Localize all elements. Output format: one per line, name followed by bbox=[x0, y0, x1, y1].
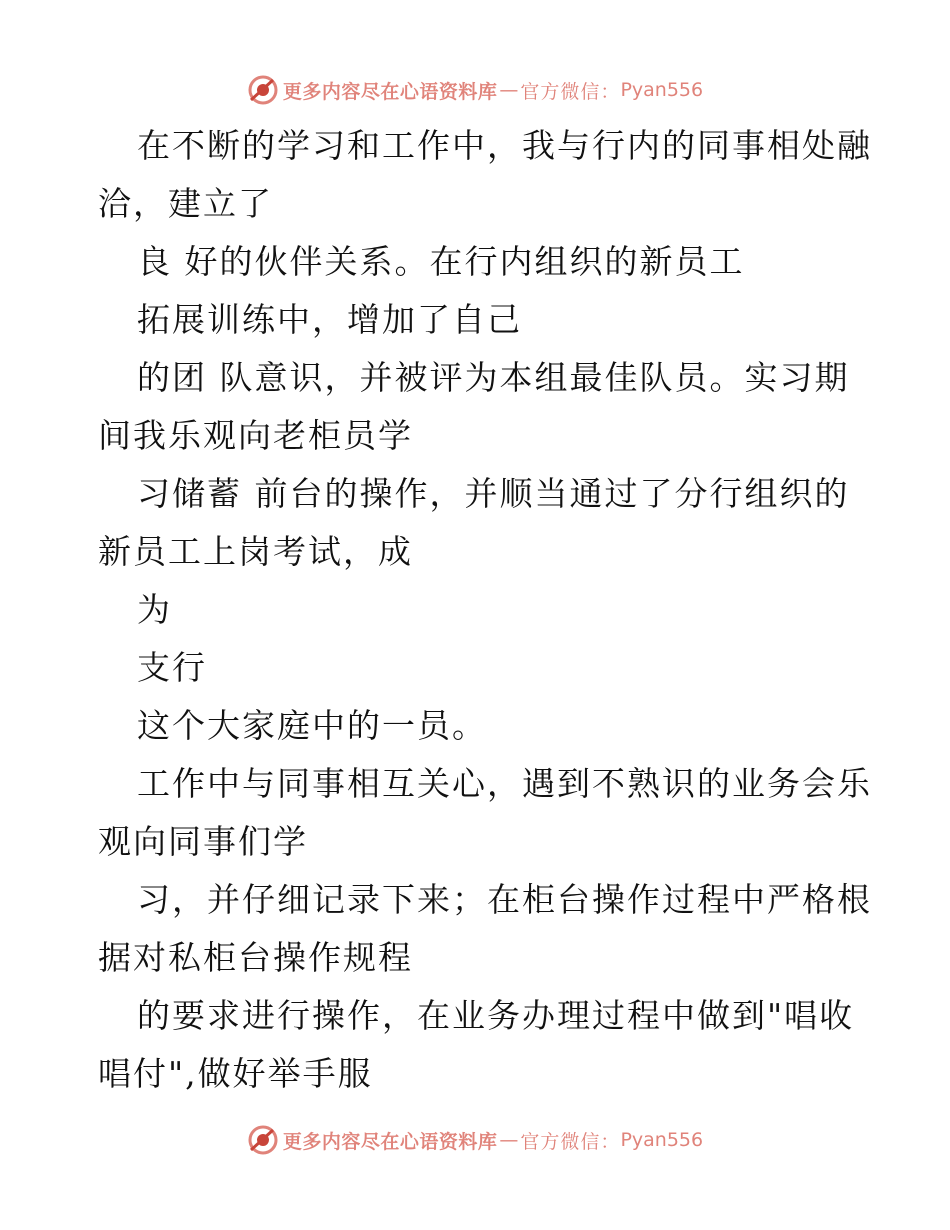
header-dash: — bbox=[499, 79, 519, 101]
brand-logo-icon bbox=[247, 74, 279, 106]
body-line: 拓展训练中，增加了自己 bbox=[137, 300, 522, 339]
body-line: 的要求进行操作，在业务办理过程中做到"唱收 bbox=[137, 996, 855, 1035]
body-line: 良 好的伙伴关系。在行内组织的新员工 bbox=[137, 242, 745, 281]
footer-brand-text: 更多内容尽在心语资料库 bbox=[282, 1130, 498, 1153]
body-line: 习，并仔细记录下来；在柜台操作过程中严格根 bbox=[137, 880, 872, 919]
body-line: 在不断的学习和工作中，我与行内的同事相处融 bbox=[137, 126, 872, 165]
header-wechat-id: Pyan556 bbox=[620, 79, 704, 101]
body-line: 支行 bbox=[137, 648, 207, 687]
body-line: 唱付",做好举手服 bbox=[98, 1054, 373, 1093]
page-footer bbox=[0, 1120, 950, 1160]
body-line: 这个大家庭中的一员。 bbox=[137, 706, 487, 745]
body-line: 据对私柜台操作规程 bbox=[98, 938, 413, 977]
footer-dash: — bbox=[499, 1129, 519, 1151]
page-header bbox=[0, 70, 950, 110]
body-line: 观向同事们学 bbox=[98, 822, 308, 861]
body-line: 洽，建立了 bbox=[98, 184, 273, 223]
body-line: 新员工上岗考试，成 bbox=[98, 532, 413, 571]
footer-official-label: 官方微信： bbox=[520, 1130, 621, 1153]
body-line: 间我乐观向老柜员学 bbox=[98, 416, 413, 455]
footer-wechat-id: Pyan556 bbox=[620, 1129, 704, 1151]
header-official-label: 官方微信： bbox=[520, 80, 621, 103]
header-brand-text: 更多内容尽在心语资料库 bbox=[282, 80, 498, 103]
body-line: 的团 队意识，并被评为本组最佳队员。实习期 bbox=[137, 358, 850, 397]
body-line: 为 bbox=[137, 590, 172, 629]
body-line: 习储蓄 前台的操作，并顺当通过了分行组织的 bbox=[137, 474, 850, 513]
brand-logo-icon bbox=[247, 1124, 279, 1156]
body-line: 工作中与同事相互关心，遇到不熟识的业务会乐 bbox=[137, 764, 872, 803]
